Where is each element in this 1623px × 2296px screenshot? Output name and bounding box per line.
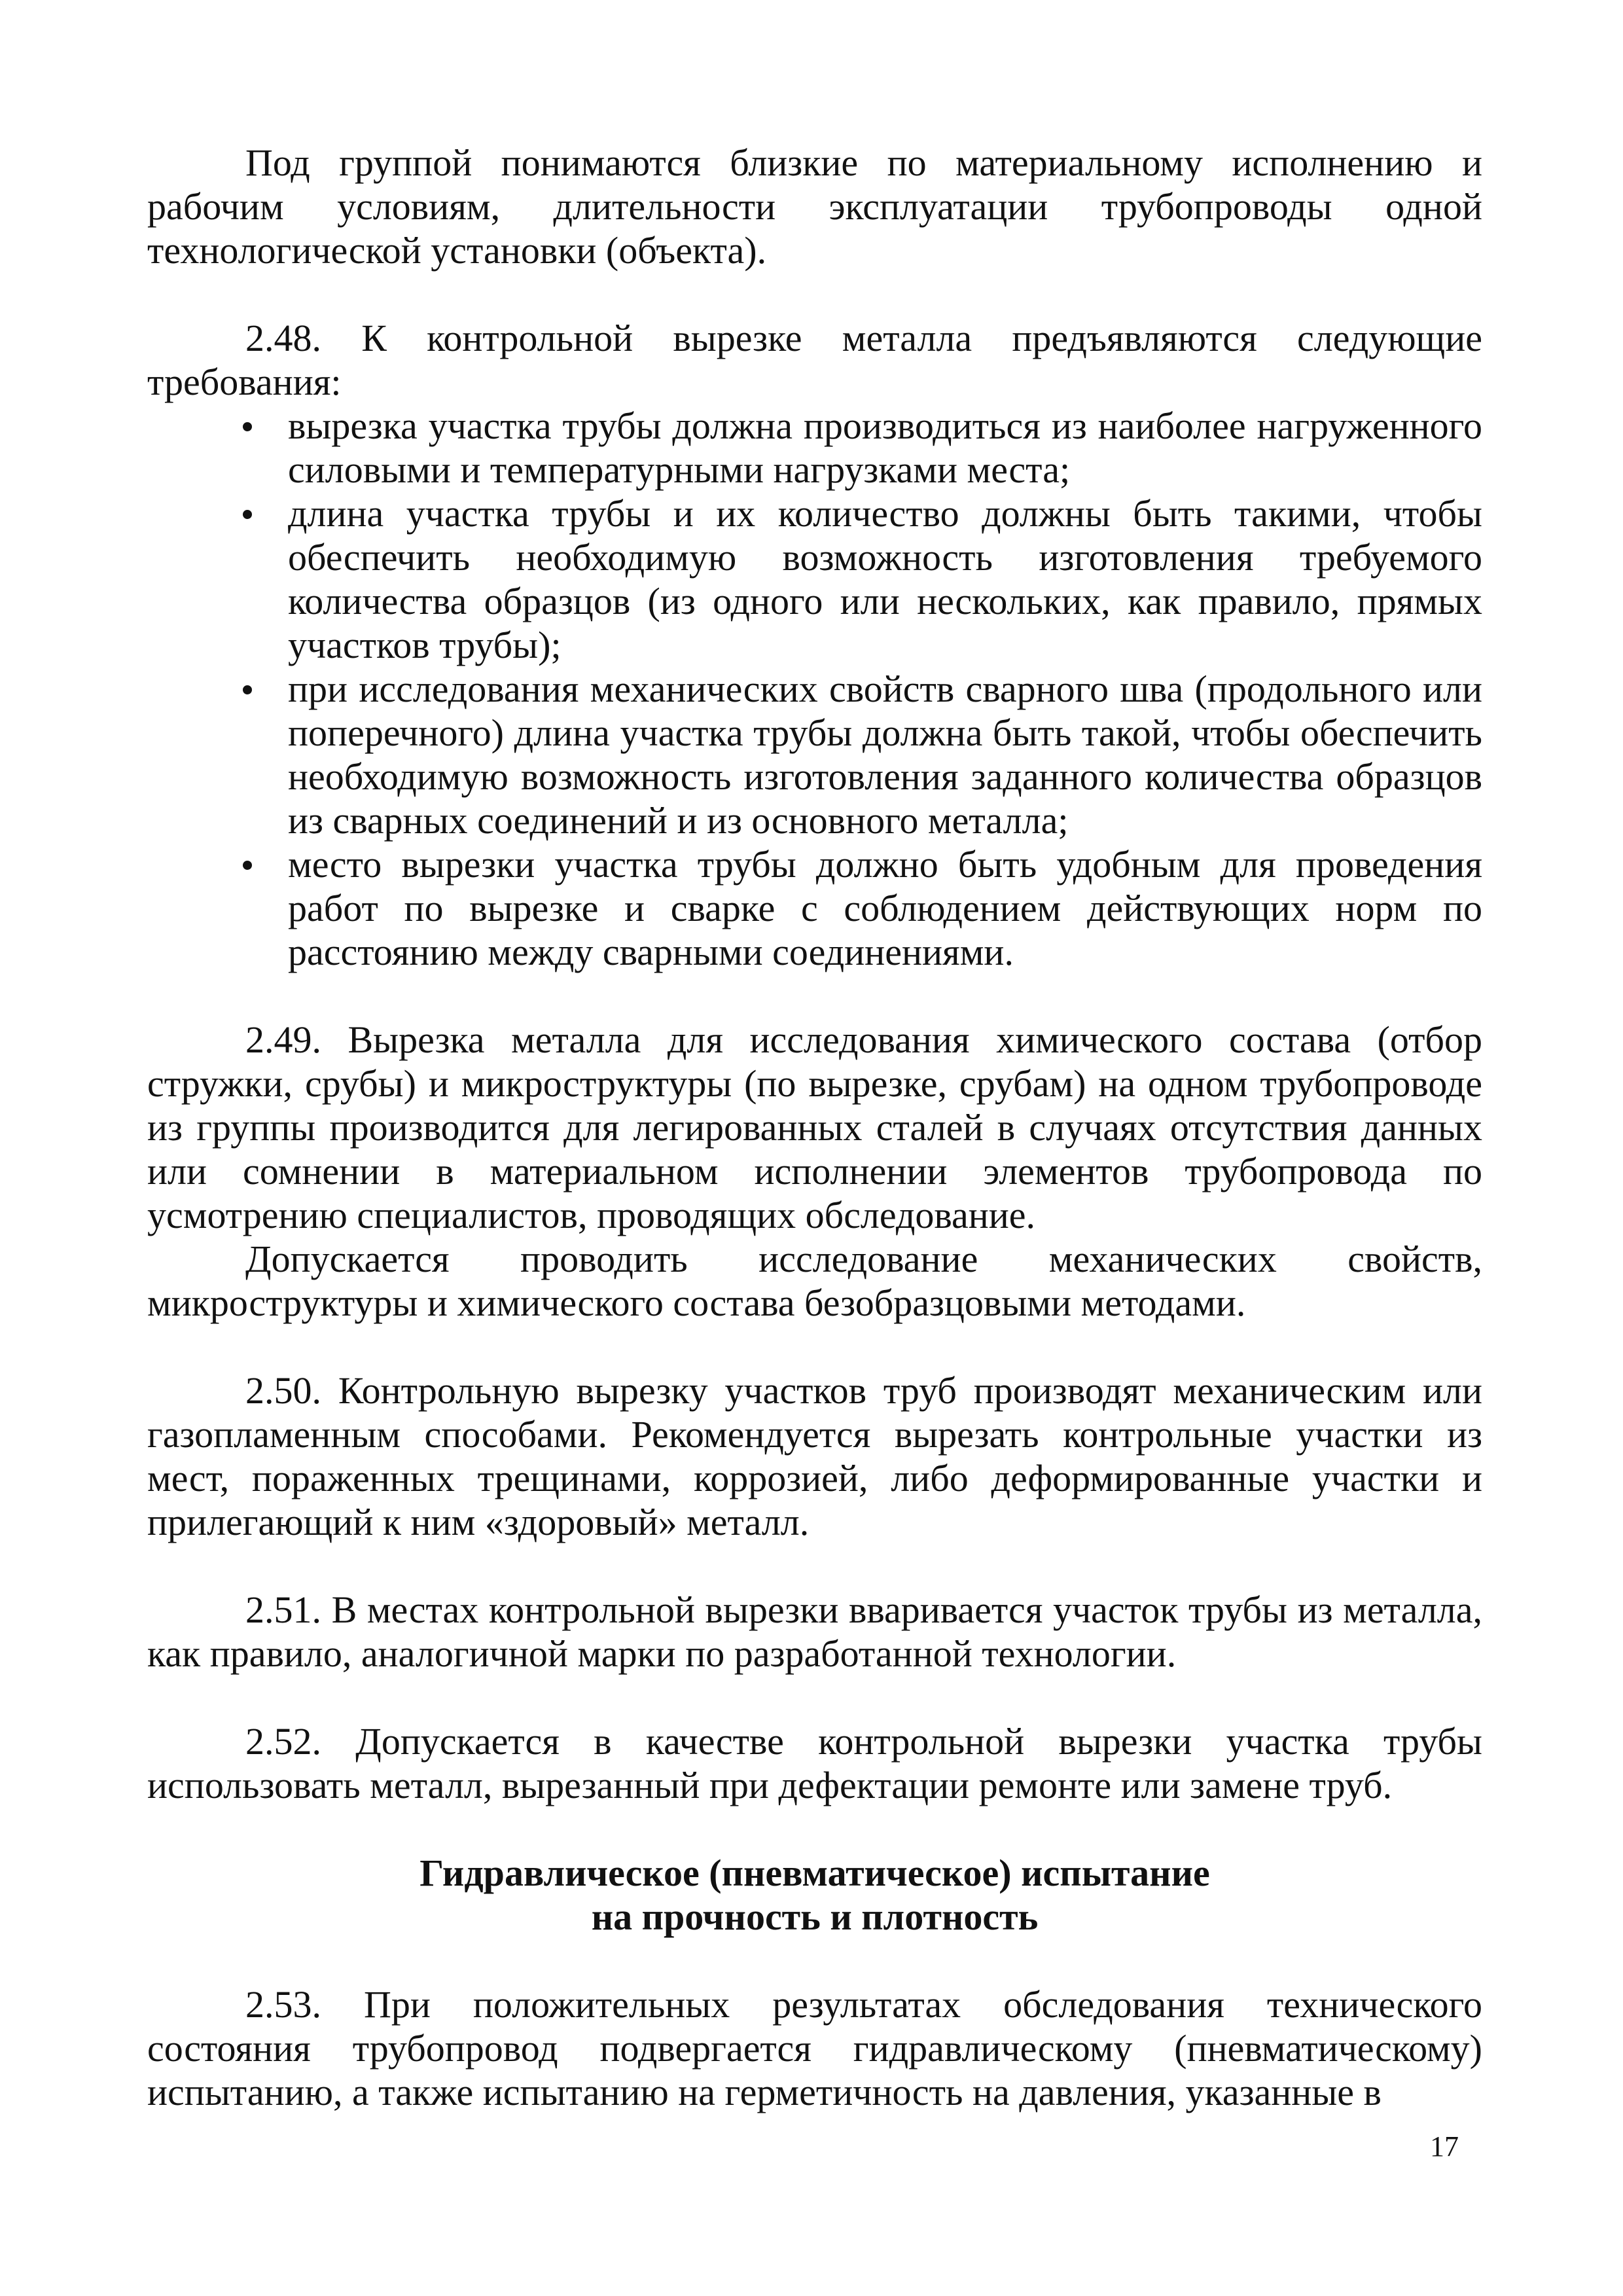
bullet-icon	[243, 510, 252, 519]
bullet-icon	[243, 685, 252, 694]
requirements-list	[147, 404, 1482, 974]
section-heading-line-1: Гидравлическое (пневматическое) испытание	[419, 1852, 1210, 1894]
paragraph-2-53: 2.53. При положительных результатах обследования технического состояния трубопровод подвергается гидравлическому (пневматическому) испытанию, а также испытанию на герметичность на давления, указанные в	[147, 1983, 1482, 2113]
list-item: при исследования механических свойств сварного шва (продольного или поперечного) длина участка трубы должна быть такой, чтобы обеспечить необходимую возможность изготовления заданного количества образцов из сварных соединений и из основного металла;	[288, 667, 1482, 842]
bullet-icon	[243, 422, 252, 431]
paragraph-2-49: 2.49. Вырезка металла для исследования химического состава (отбор стружки, срубы) и микроструктуры (по вырезке, срубам) на одном трубопроводе из группы производится для легированных сталей в случаях отсутствия данных или сомнении в материальном исполнении элементов трубопровода по усмотрению специалистов, проводящих обследование.	[147, 1018, 1482, 1236]
paragraph-2-49-note: Допускается проводить исследование механических свойств, микроструктуры и химического состава безобразцовыми методами.	[147, 1238, 1482, 1324]
section-heading-line-2: на прочность и плотность	[591, 1895, 1039, 1938]
list-item: вырезка участка трубы должна производиться из наиболее нагруженного силовыми и температурными нагрузками места;	[288, 404, 1482, 492]
section-heading	[147, 1851, 1482, 1939]
list-item: длина участка трубы и их количество должны быть такими, чтобы обеспечить необходимую возможность изготовления требуемого количества образцов (из одного или нескольких, как правило, прямых участков трубы);	[288, 492, 1482, 667]
paragraph-2-48: 2.48. К контрольной вырезке металла предъявляются следующие требования:	[147, 317, 1482, 403]
paragraph-2-52: 2.52. Допускается в качестве контрольной вырезки участка трубы использовать металл, вырезанный при дефектации ремонте или замене труб.	[147, 1720, 1482, 1806]
paragraph-2-51: 2.51. В местах контрольной вырезки вваривается участок трубы из металла, как правило, аналогичной марки по разработанной технологии.	[147, 1588, 1482, 1675]
paragraph-2-50: 2.50. Контрольную вырезку участков труб производят механическим или газопламенным способами. Рекомендуется вырезать контрольные участки из мест, пораженных трещинами, коррозией, либо деформированные участки и прилегающий к ним «здоровый» металл.	[147, 1369, 1482, 1543]
document-page	[147, 141, 1482, 2114]
paragraph-group-definition: Под группой понимаются близкие по материальному исполнению и рабочим условиям, длительности эксплуатации трубопроводы одной технологической установки (объекта).	[147, 141, 1482, 272]
page-number: 17	[1430, 2130, 1459, 2162]
bullet-icon	[243, 861, 252, 870]
list-item: место вырезки участка трубы должно быть удобным для проведения работ по вырезке и сварке с соблюдением действующих норм по расстоянию между сварными соединениями.	[288, 842, 1482, 974]
